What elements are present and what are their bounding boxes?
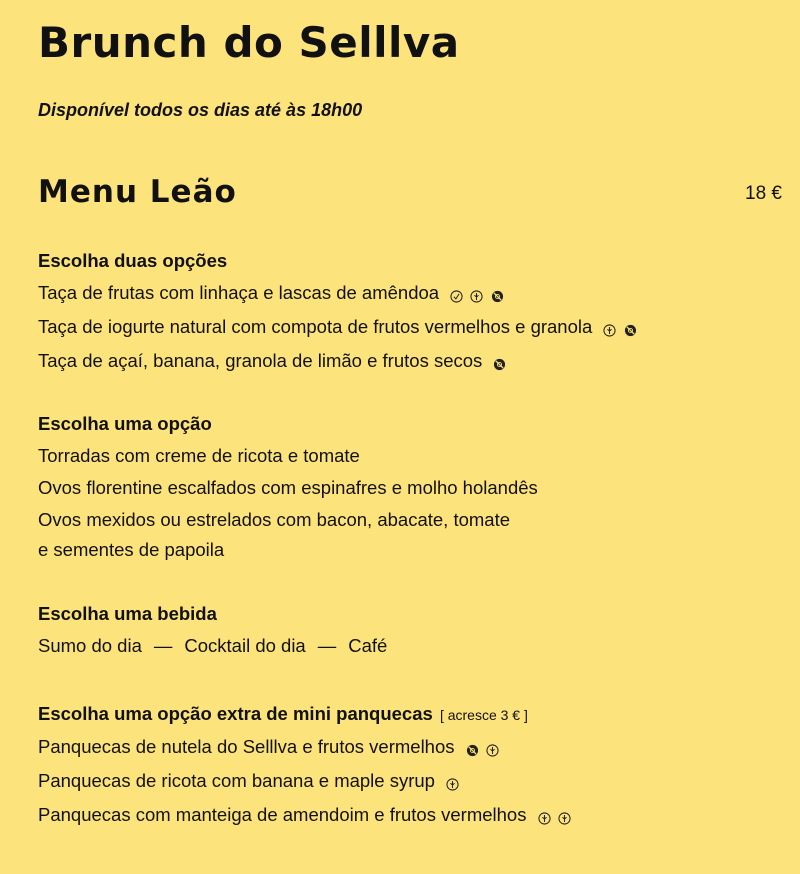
extra-cost-note: [ acresce 3 € ] xyxy=(439,707,528,723)
separator: — xyxy=(153,635,173,656)
section-choose-one xyxy=(38,408,780,564)
gluten-free-icon xyxy=(466,744,479,757)
menu-price: 18 € xyxy=(745,183,782,204)
section-title: Escolha duas opções xyxy=(38,250,228,271)
section-title-row xyxy=(38,698,780,731)
list-item xyxy=(38,440,780,472)
list-item xyxy=(38,345,780,379)
list-item xyxy=(38,472,780,504)
dietary-icons xyxy=(446,767,461,799)
vegetarian-icon xyxy=(446,778,459,791)
vegetarian-icon xyxy=(470,290,483,303)
dietary-icons xyxy=(603,313,638,345)
item-text: Taça de açaí, banana, granola de limão e frutos secos xyxy=(38,350,483,371)
dietary-icons xyxy=(538,801,573,833)
gluten-free-icon xyxy=(624,324,637,337)
vegetarian-icon xyxy=(603,324,616,337)
drink-option: Cocktail do dia xyxy=(184,635,306,656)
list-item-continuation xyxy=(38,536,780,564)
item-text: Ovos mexidos ou estrelados com bacon, abacate, tomate xyxy=(38,509,511,530)
list-item xyxy=(38,731,780,765)
section-title: Escolha uma bebida xyxy=(38,603,217,624)
list-item xyxy=(38,277,780,311)
list-item xyxy=(38,765,780,799)
availability-note: Disponível todos os dias até às 18h00 xyxy=(38,100,363,120)
section-extra-pancakes xyxy=(38,698,780,833)
dietary-icons xyxy=(493,347,508,379)
dietary-icons xyxy=(450,279,505,311)
drink-option: Sumo do dia xyxy=(38,635,142,656)
section-choose-drink xyxy=(38,598,780,662)
drinks-line xyxy=(38,630,780,662)
vegetarian-icon xyxy=(538,812,551,825)
gluten-free-icon xyxy=(491,290,504,303)
vegetarian-icon xyxy=(486,744,499,757)
item-text: e sementes de papoila xyxy=(38,539,225,560)
menu-header xyxy=(38,172,782,212)
item-text: Panquecas de ricota com banana e maple syrup xyxy=(38,770,435,791)
drink-option: Café xyxy=(348,635,388,656)
dietary-icons xyxy=(466,733,501,765)
item-text: Ovos florentine escalfados com espinafres e molho holandês xyxy=(38,477,538,498)
vegetarian-icon xyxy=(558,812,571,825)
item-text: Torradas com creme de ricota e tomate xyxy=(38,445,360,466)
page-title: Brunch do Selllva xyxy=(38,18,460,67)
list-item xyxy=(38,311,780,345)
section-choose-two xyxy=(38,245,780,379)
section-title: Escolha uma opção extra de mini panquecas xyxy=(38,703,433,724)
list-item xyxy=(38,504,780,536)
separator: — xyxy=(317,635,337,656)
item-text: Panquecas de nutela do Selllva e frutos vermelhos xyxy=(38,736,455,757)
vegan-icon xyxy=(450,290,463,303)
list-item xyxy=(38,799,780,833)
item-text: Panquecas com manteiga de amendoim e frutos vermelhos xyxy=(38,804,527,825)
gluten-free-icon xyxy=(493,358,506,371)
item-text: Taça de iogurte natural com compota de frutos vermelhos e granola xyxy=(38,316,593,337)
menu-name: Menu Leão xyxy=(38,174,237,210)
item-text: Taça de frutas com linhaça e lascas de amêndoa xyxy=(38,282,440,303)
section-title: Escolha uma opção xyxy=(38,413,212,434)
